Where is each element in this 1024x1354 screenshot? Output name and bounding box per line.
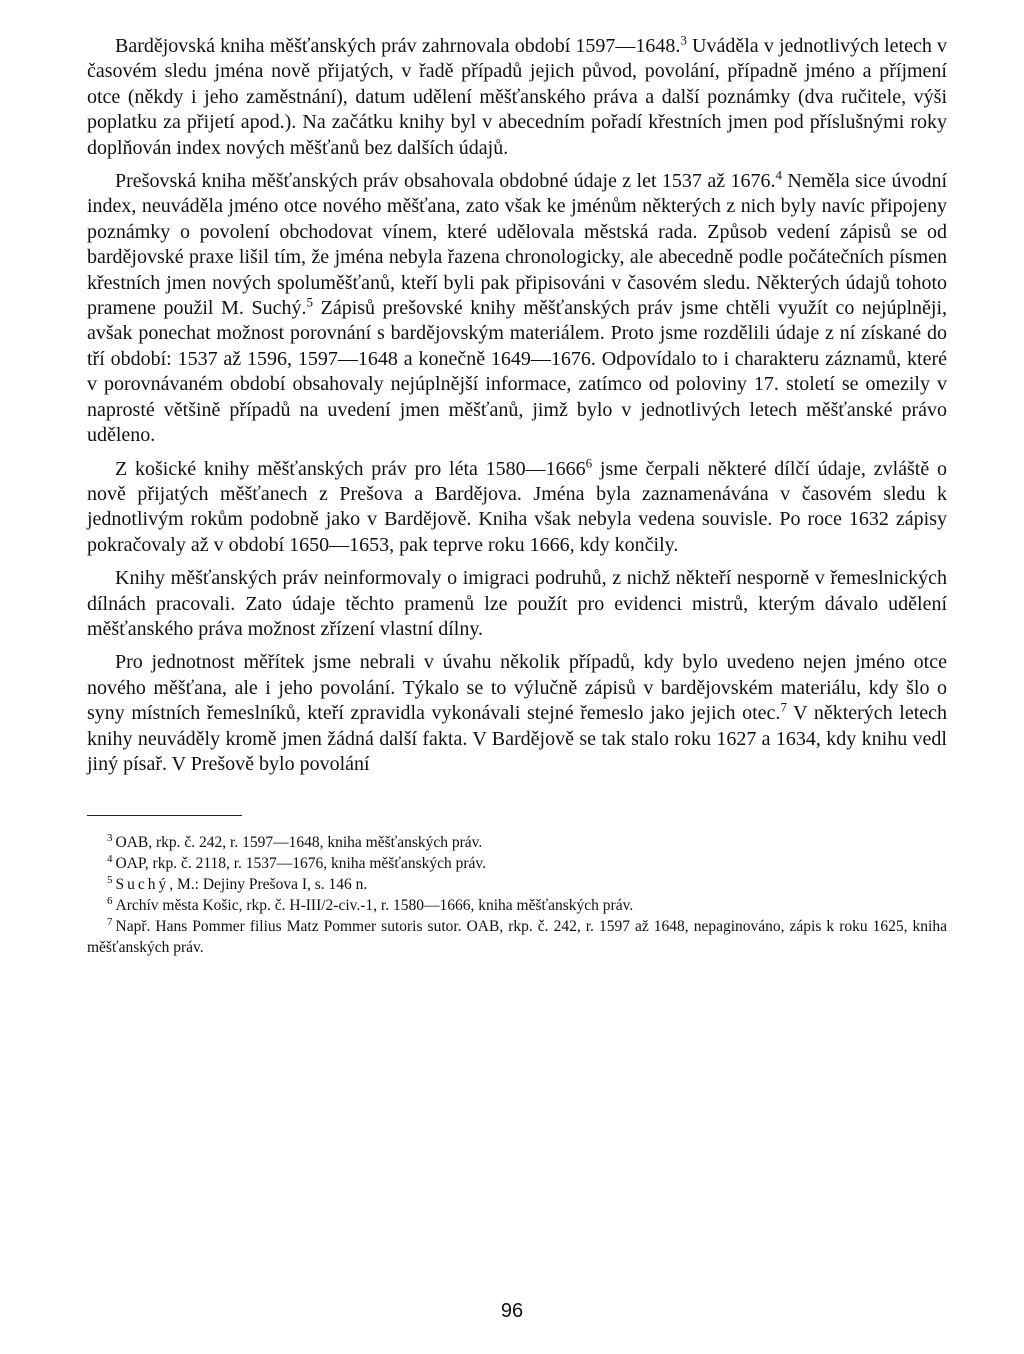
footnote-divider — [87, 815, 242, 816]
footnote-ref[interactable]: 6 — [585, 454, 593, 470]
footnote-7 — [87, 916, 947, 958]
paragraph-podruhove — [87, 566, 947, 642]
page-body — [87, 34, 947, 958]
footnote-4 — [87, 853, 947, 874]
footnote-number: 3 — [107, 832, 113, 845]
paragraph-text: V některých letech knihy neuváděly kromě jmen žádná další fakta. V Bardějově se tak stalo roku 1627 a 1634, kdy knihu vedl jiný písař. V Prešově bylo povolání — [87, 702, 948, 775]
paragraph-text: jsme čerpali některé dílčí údaje, zvláště o nově přijatých měšťanech z Prešova a Bardějova. Jména byla zaznamenávána v časovém sledu k jednotlivým rokům podobně jako v Bardějově. Kniha však nebyla vedena souvisle. Po roce 1632 zápisy pokračovaly až v období 1650—1653, pak teprve roku 1666, kdy končily. — [87, 457, 947, 556]
paragraph-jednotnost — [87, 650, 947, 777]
page-number: 96 — [500, 1300, 524, 1322]
paragraph-presov — [87, 169, 947, 448]
paragraph-text: Bardějovská kniha měšťanských práv zahrnovala období 1597—1648. — [115, 35, 681, 57]
footnote-5 — [87, 874, 947, 895]
paragraph-bardejov — [87, 34, 947, 161]
paragraph-kosice — [87, 454, 947, 559]
footnote-number: 7 — [107, 916, 113, 929]
footnote-ref[interactable]: 3 — [680, 32, 687, 48]
footnote-text: , M.: Dejiny Prešova I, s. 146 n. — [169, 876, 368, 894]
footnote-ref[interactable]: 7 — [780, 699, 787, 715]
footnote-text: OAP, rkp. č. 2118, r. 1537—1676, kniha měšťanských práv. — [115, 855, 487, 873]
footnote-ref[interactable]: 5 — [306, 294, 313, 310]
paragraph-text: Z košické knihy měšťanských práv pro léta 1580—1666 — [115, 457, 586, 480]
footnote-text: Např. Hans Pommer filius Matz Pommer sutoris sutor. OAB, rkp. č. 242, r. 1597 až 1648, nepaginováno, zápis k roku 1625, kniha měšťanských práv. — [87, 918, 947, 957]
footnote-ref[interactable]: 4 — [775, 167, 782, 183]
footnote-text: OAB, rkp. č. 242, r. 1597—1648, kniha měšťanských práv. — [115, 834, 483, 852]
footnote-number: 5 — [107, 874, 113, 887]
footnote-3 — [87, 832, 947, 853]
paragraph-text: Pro jednotnost měřítek jsme nebrali v úvahu několik případů, kdy bylo uvedeno nejen jméno otce nového měšťana, ale i jeho povolání. Týkalo se to výlučně zápisů v bardějovském materiálu, kdy šlo o syny místních řemeslníků, kteří zpravidla vykonávali stejné řemeslo jako jejich otec. — [87, 651, 947, 725]
paragraph-text: Uváděla v jednotlivých letech v časovém sledu jména nově přijatých, v řadě případů jejich původ, povolání, případně jméno a příjmení otce (někdy i jeho zaměstnání), datum udělení měšťanského práva a další poznámky (dva ručitele, výši poplatku za přijetí apod.). Na začátku knihy byl v abecedním pořadí křestních jmen pod příslušnými roky doplňován index nových měšťanů bez dalších údajů. — [87, 35, 947, 159]
paragraph-text: Prešovská kniha měšťanských práv obsahovala obdobné údaje z let 1537 až 1676. — [115, 170, 776, 193]
footnote-author: Suchý — [115, 876, 170, 894]
paragraph-text: Zápisů prešovské knihy měšťanských práv jsme chtěli využít co nejúplněji, avšak ponechat možnost porovnání s bardějovským materiálem. Proto jsme rozdělili údaje z ní získané do tří období: 1537 až 1596, 1597—1648 a konečně 1649—1676. Odpovídalo to i charakteru záznamů, které v porovnávaném období obsahovaly nejúplnější informace, zatímco od poloviny 17. století se omezily v naprosté většině případů na uvedení jmen měšťanů, jimž bylo v jednotlivých letech měšťanské právo uděleno. — [87, 297, 948, 447]
footnote-number: 6 — [107, 895, 113, 908]
footnote-6 — [87, 895, 947, 916]
paragraph-text: Neměla sice úvodní index, neuváděla jméno otce nového měšťana, zato však ke jménům některých z nich byly navíc připojeny poznámky o povolení obchodovat vínem, které udělovala městská rada. Způsob vedení zápisů se od bardějovské praxe lišil tím, že jména nebyla řazena chronologicky, ale abecedně podle počátečních písmen křestních jmen nových spoluměšťanů, kteří byli pak připisováni v časovém sledu. Některých údajů tohoto pramene použil M. Suchý. — [87, 170, 948, 320]
paragraph-text: Knihy měšťanských práv neinformovaly o imigraci podruhů, z nichž někteří nesporně v řemeslnických dílnách pracovali. Zato údaje těchto pramenů lze použít pro evidenci mistrů, kterým dávalo udělení měšťanského práva možnost zřízení vlastní dílny. — [87, 567, 947, 640]
footnote-text: Archív města Košic, rkp. č. H-III/2-civ.-1, r. 1580—1666, kniha měšťanských práv. — [115, 897, 634, 915]
footnote-number: 4 — [107, 853, 113, 866]
